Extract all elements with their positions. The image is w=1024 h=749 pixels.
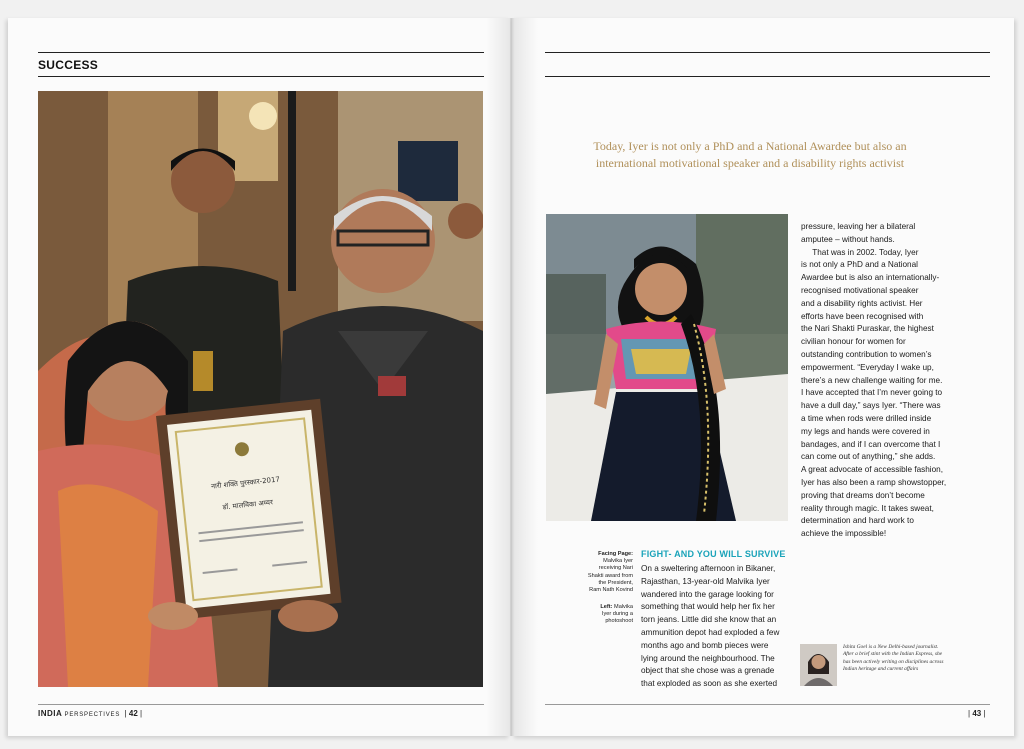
caption-facing-label: Facing Page:	[598, 551, 633, 557]
header-rule-top-left	[38, 52, 484, 53]
award-ceremony-photo	[38, 91, 483, 687]
text-line: On a sweltering afternoon in Bikaner,	[641, 564, 776, 573]
body-text-right-column	[801, 221, 949, 541]
caption-facing-page	[575, 551, 633, 594]
text-line: lying around the neighbourhood. The	[641, 653, 775, 663]
text-line: something that would help her fix her	[641, 602, 775, 612]
text-line: months ago and bomb pieces were	[641, 640, 769, 650]
publication-name: INDIA	[38, 709, 63, 718]
text-line: the Nari Shakti Puraskar, the highest	[801, 324, 934, 334]
certificate-name: डॉ. मालविका अय्यर	[222, 498, 274, 512]
photoshoot-portrait-photo	[546, 214, 788, 521]
text-line: Rajasthan, 13-year-old Malvika Iyer	[641, 576, 770, 586]
text-line: Awardee but is also an internationally-	[801, 273, 940, 283]
text-line: recognised motivational speaker	[801, 285, 919, 295]
text-line: torn jeans. Little did she know that an	[641, 615, 777, 625]
pull-quote: Today, Iyer is not only a PhD and a National Awardee but also an international motivational speaker and a disability rights activist	[593, 139, 907, 170]
author-bio: Ishita Goel is a New Delhi-based journalist. After a brief stint with the Indian Express, she has been actively writing on disciplines across Indian heritage and current affairs	[843, 644, 944, 673]
author-photo	[800, 644, 837, 686]
caption-line: Malvika	[614, 604, 633, 610]
text-line: is not only a PhD and a National	[801, 260, 918, 270]
certificate-title: नारी शक्ति पुरस्कार-2017	[210, 475, 281, 491]
page-number-right: 43	[972, 709, 982, 718]
text-line: bandages, and if I can overcome that I	[801, 439, 941, 449]
text-line: amputee – without hands.	[801, 234, 895, 244]
portrait-illustration	[546, 214, 788, 521]
caption-left	[575, 604, 633, 626]
text-line: determination and hard work to	[801, 516, 914, 526]
text-line: object that she chose was a grenade	[641, 666, 775, 676]
body-text-mid-column	[641, 563, 787, 691]
footer-rule-right	[545, 704, 990, 705]
header-rule-bottom-left	[38, 76, 484, 77]
header-rule-bottom-right	[545, 76, 990, 77]
text-line: have a dull day,” says Iyer. “There was	[801, 401, 941, 411]
caption-line: Ram Nath Kovind	[589, 587, 633, 594]
text-line: civilian honour for women for	[801, 337, 906, 347]
section-heading: FIGHT- AND YOU WILL SURVIVE	[641, 549, 786, 559]
header-rule-top-right	[545, 52, 990, 53]
text-line: achieve the impossible!	[801, 529, 887, 539]
caption-line: Malvika Iyer	[603, 558, 633, 565]
caption-line: the President,	[598, 579, 633, 586]
footer-rule-left	[38, 704, 484, 705]
text-line: outstanding contribution to women’s	[801, 349, 932, 359]
text-line: proving that dreams don’t become	[801, 490, 925, 500]
caption-line: Iyer during a	[601, 611, 633, 618]
text-line: empowerment. “Everyday I wake up,	[801, 362, 934, 372]
text-line: pressure, leaving her a bilateral	[801, 222, 916, 231]
text-line: my legs and hands were covered in	[801, 426, 930, 436]
author-illustration	[800, 644, 837, 686]
text-line: there’s a new challenge waiting for me.	[801, 375, 943, 385]
text-line: ammunition depot had exploded a few	[641, 627, 780, 637]
caption-line: Shakti award from	[587, 572, 633, 579]
text-line: and a disability rights activist. Her	[801, 298, 923, 308]
text-line: That was in 2002. Today, Iyer	[801, 247, 919, 257]
text-line: I have accepted that I’m never going to	[801, 388, 943, 398]
text-line: A great advocate of accessible fashion,	[801, 465, 944, 475]
text-line: reality through magic. It takes sweat,	[801, 503, 934, 513]
caption-line: photoshoot	[605, 618, 633, 625]
spine-shadow	[486, 18, 538, 736]
page-number-left: 42	[128, 709, 138, 718]
text-line: efforts have been recognised with	[801, 311, 924, 321]
text-line: that exploded as soon as she exerted	[641, 679, 778, 689]
award-photo-illustration	[38, 91, 483, 687]
text-line: a time when rods were drilled inside	[801, 413, 932, 423]
footer-left: INDIA PERSPECTIVES | 42 |	[38, 709, 143, 718]
publication-subname: PERSPECTIVES	[64, 712, 121, 718]
footer-right: | 43 |	[968, 709, 986, 718]
caption-left-label: Left:	[600, 604, 613, 610]
text-line: wandered into the garage looking for	[641, 589, 774, 599]
text-line: Iyer has also been a ramp showstopper,	[801, 477, 947, 487]
text-line: can come out of anything,” she adds.	[801, 452, 936, 462]
caption-line: receiving Nari	[598, 565, 633, 572]
section-title: SUCCESS	[38, 58, 99, 72]
